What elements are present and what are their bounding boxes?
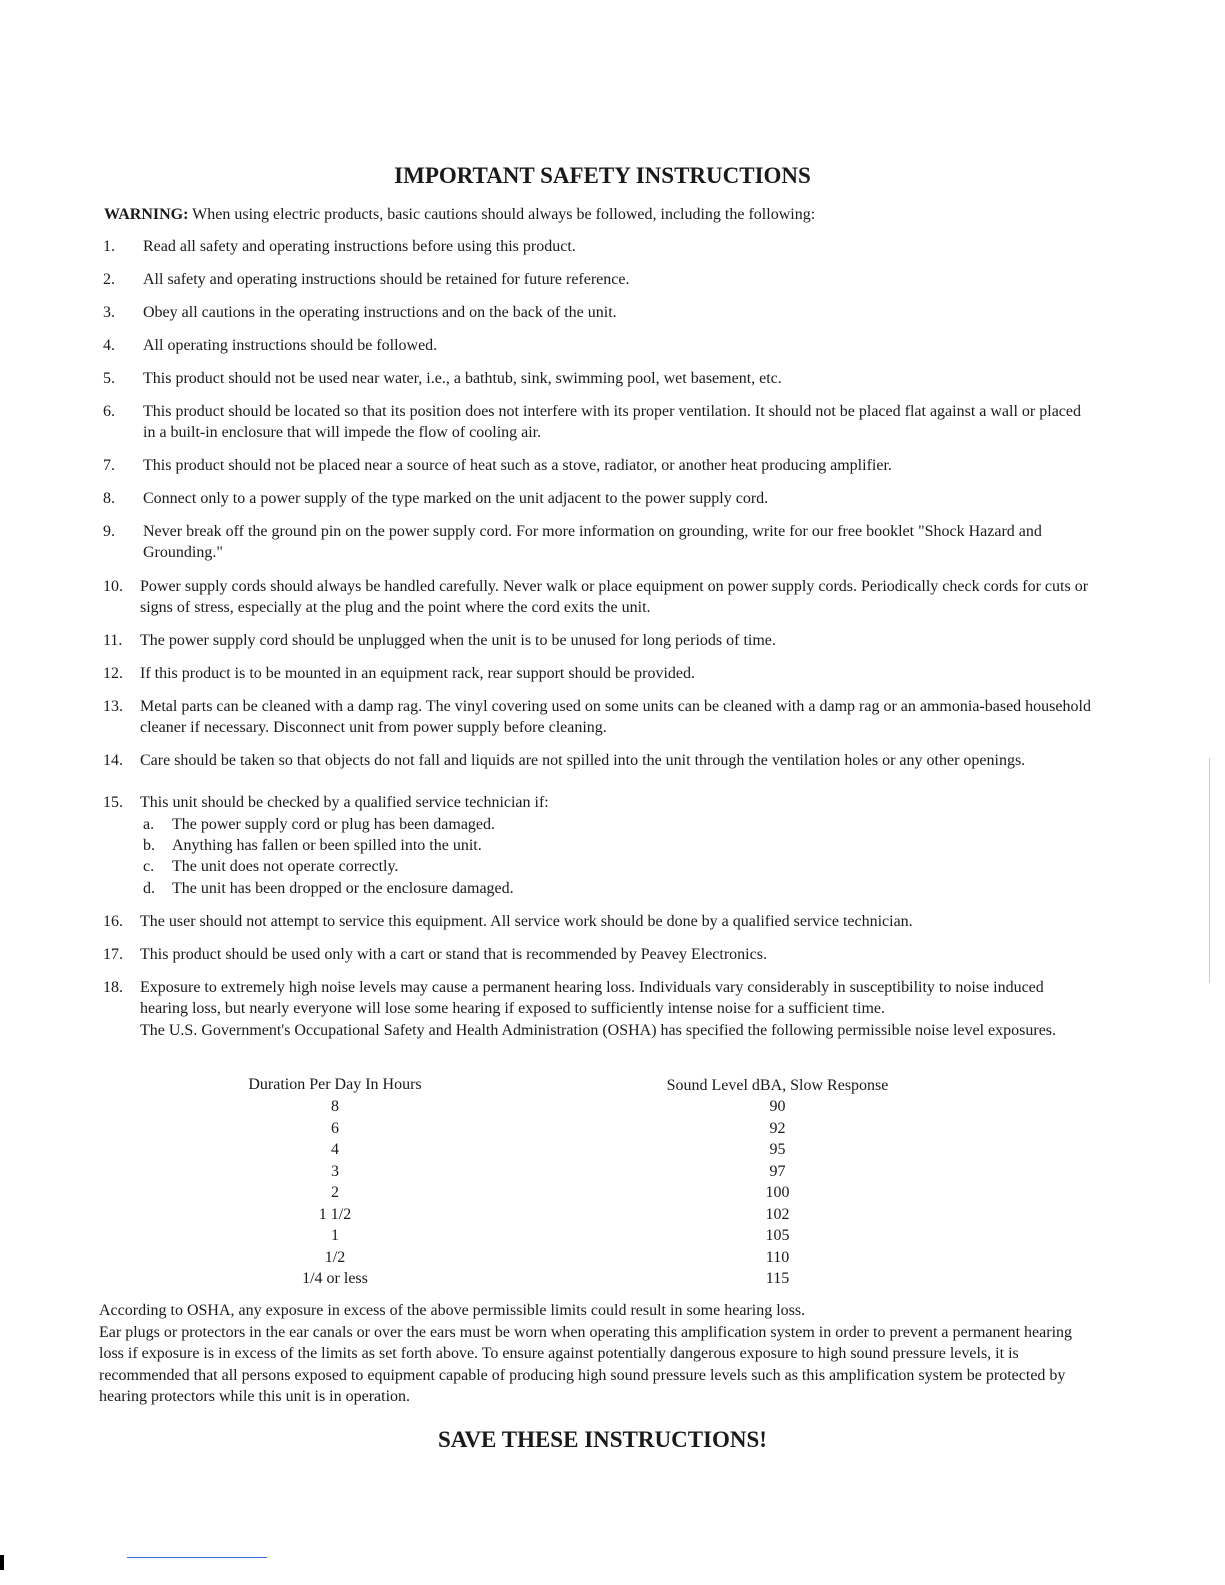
item-text: If this product is to be mounted in an equipment rack, rear support should be provided. bbox=[140, 665, 695, 682]
item-number: 1. bbox=[103, 238, 115, 255]
subitem-text: The unit has been dropped or the enclosure damaged. bbox=[172, 879, 514, 897]
subitem-text: Anything has fallen or been spilled into the unit. bbox=[172, 837, 482, 855]
item-number: 8. bbox=[103, 490, 115, 507]
table-cell-duration: 1/4 or less bbox=[302, 1270, 368, 1287]
item-number: 15. bbox=[103, 794, 123, 811]
table-cell-duration: 1 1/2 bbox=[318, 1205, 352, 1223]
item-number: 10. bbox=[103, 578, 123, 595]
item-text: Connect only to a power supply of the type marked on the unit adjacent to the power supply cord. bbox=[143, 490, 769, 507]
warning-text: When using electric products, basic cautions should always be followed, including the following: bbox=[192, 206, 816, 223]
item-number: 17. bbox=[103, 946, 123, 963]
item-number: 2. bbox=[103, 271, 115, 288]
item-number: 9. bbox=[103, 523, 115, 540]
item-text: This product should be used only with a cart or stand that is recommended by Peavey Electronics. bbox=[140, 946, 767, 963]
table-cell-duration: 1 bbox=[331, 1227, 339, 1244]
item-number: 4. bbox=[103, 337, 115, 354]
item-text: Read all safety and operating instructions before using this product. bbox=[143, 238, 576, 255]
table-cell-sound: 92 bbox=[769, 1119, 786, 1137]
table-header-sound: Sound Level dBA, Slow Response bbox=[666, 1077, 889, 1094]
item-number: 12. bbox=[103, 665, 123, 682]
table-cell-duration: 1/2 bbox=[324, 1248, 346, 1266]
subitem-letter: c. bbox=[143, 858, 155, 876]
item-text: This product should be located so that its position does not interfere with its proper ventilation. It should not be placed flat against a wall or placed in a built-in enclosure that will impede the flow of cooling air. bbox=[143, 403, 1081, 441]
table-cell-duration: 8 bbox=[331, 1098, 339, 1115]
table-cell-duration: 4 bbox=[331, 1141, 339, 1158]
osha-intro: The U.S. Government's Occupational Safety and Health Administration (OSHA) has specified the following permissible noise level exposures. bbox=[140, 1022, 1057, 1039]
item-text: This unit should be checked by a qualified service technician if: bbox=[140, 794, 549, 811]
item-number: 18. bbox=[103, 979, 123, 996]
item-text: Exposure to extremely high noise levels may cause a permanent hearing loss. Individuals vary considerably in susceptibility to noise induced hearing loss, but nearly everyone will lose some hearing if exposed to sufficiently intense noise for a sufficient time. bbox=[140, 979, 1044, 1017]
scan-edge-line bbox=[1209, 758, 1210, 983]
subitem-letter: a. bbox=[143, 816, 155, 833]
item-text: Metal parts can be cleaned with a damp rag. The vinyl covering used on some units can be cleaned with a damp rag or an ammonia-based household cleaner if necessary. Disconnect unit from power supply before cleaning. bbox=[140, 698, 1091, 736]
item-text: Obey all cautions in the operating instructions and on the back of the unit. bbox=[143, 304, 617, 321]
item-text: Power supply cords should always be handled carefully. Never walk or place equipment on power supply cords. Periodically check cords for cuts or signs of stress, especially at the plug and the point where the cord exits the unit. bbox=[140, 578, 1089, 616]
item-text: Care should be taken so that objects do not fall and liquids are not spilled into the unit through the ventilation holes or any other openings. bbox=[140, 752, 1026, 769]
subitem-text: The unit does not operate correctly. bbox=[172, 858, 399, 876]
table-header-duration: Duration Per Day In Hours bbox=[248, 1076, 422, 1093]
item-number: 5. bbox=[103, 370, 115, 387]
item-text: The user should not attempt to service this equipment. All service work should be done by a qualified service technician. bbox=[140, 913, 913, 930]
scan-mark bbox=[0, 1555, 4, 1570]
item-text: Never break off the ground pin on the power supply cord. For more information on grounding, write for our free booklet "Shock Hazard and Grounding." bbox=[143, 523, 1042, 561]
warning-label: WARNING: bbox=[104, 206, 189, 223]
item-number: 14. bbox=[103, 752, 123, 769]
item-text: This product should not be placed near a source of heat such as a stove, radiator, or another heat producing amplifier. bbox=[143, 457, 892, 474]
item-text: All safety and operating instructions should be retained for future reference. bbox=[143, 271, 630, 288]
table-cell-sound: 102 bbox=[765, 1205, 790, 1223]
table-cell-sound: 105 bbox=[765, 1227, 790, 1244]
table-cell-duration: 2 bbox=[331, 1184, 339, 1201]
table-cell-sound: 115 bbox=[765, 1270, 790, 1287]
item-number: 16. bbox=[103, 913, 123, 930]
table-cell-duration: 6 bbox=[331, 1119, 339, 1137]
table-cell-duration: 3 bbox=[331, 1162, 339, 1180]
item-number: 3. bbox=[103, 304, 115, 321]
item-number: 7. bbox=[103, 457, 115, 474]
table-cell-sound: 110 bbox=[765, 1248, 790, 1266]
item-text: All operating instructions should be followed. bbox=[143, 337, 438, 354]
item-number: 6. bbox=[103, 403, 115, 420]
closing-para-1: According to OSHA, any exposure in excess of the above permissible limits could result in some hearing loss. bbox=[99, 1302, 806, 1319]
scan-mark-line bbox=[127, 1557, 267, 1558]
item-number: 13. bbox=[103, 698, 123, 715]
subitem-text: The power supply cord or plug has been damaged. bbox=[172, 816, 496, 833]
warning bbox=[104, 204, 1094, 225]
table-cell-sound: 97 bbox=[769, 1162, 786, 1180]
table-cell-sound: 100 bbox=[765, 1184, 790, 1201]
page-title: IMPORTANT SAFETY INSTRUCTIONS bbox=[394, 163, 811, 188]
item-text: This product should not be used near water, i.e., a bathtub, sink, swimming pool, wet basement, etc. bbox=[143, 370, 782, 387]
table-cell-sound: 95 bbox=[769, 1141, 786, 1158]
subitem-letter: b. bbox=[143, 837, 155, 855]
item-number: 11. bbox=[103, 632, 123, 649]
table-cell-sound: 90 bbox=[769, 1098, 786, 1115]
closing-para-2: Ear plugs or protectors in the ear canals or over the ears must be worn when operating this amplification system in order to prevent a permanent hearing loss if exposure is in excess of the limits as set forth above. To ensure against potentially dangerous exposure to high sound pressure levels, it is recommended that all persons exposed to equipment capable of producing high sound pressure levels such as this amplification system be protected by hearing protectors while this unit is in operation. bbox=[99, 1324, 1073, 1405]
subitem-letter: d. bbox=[143, 879, 155, 897]
item-text: The power supply cord should be unplugged when the unit is to be unused for long periods of time. bbox=[140, 632, 776, 649]
footer-title: SAVE THESE INSTRUCTIONS! bbox=[438, 1427, 767, 1452]
